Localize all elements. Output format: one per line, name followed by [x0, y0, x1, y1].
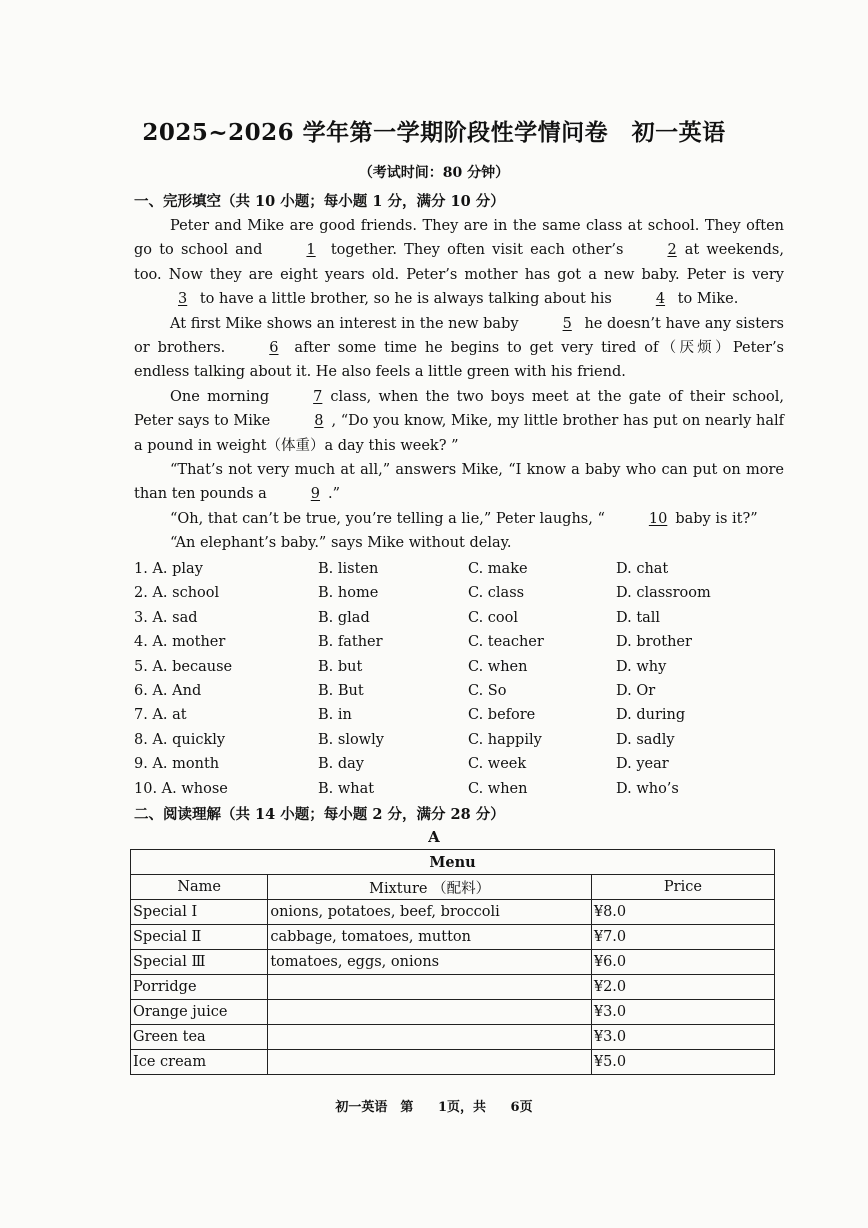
table-row	[131, 1050, 775, 1075]
menu-price-cell: ¥2.0	[591, 975, 774, 1000]
cloze-passage	[134, 214, 784, 556]
menu-mixture-cell: onions, potatoes, beef, broccoli	[268, 900, 592, 925]
passage-text: to have a little brother, so he is always talking about his	[195, 291, 612, 308]
option-2-A: 2. A. school	[134, 585, 220, 602]
blank-8: 8	[314, 413, 324, 430]
menu-price-cell: ¥7.0	[591, 925, 774, 950]
menu-price-cell: ¥3.0	[591, 1025, 774, 1050]
menu-name-cell: Special Ⅰ	[131, 900, 268, 925]
option-1-D: D. chat	[616, 561, 669, 577]
option-row	[134, 679, 784, 703]
passage-paragraph	[134, 507, 784, 531]
exam-time: （考试时间：80 分钟）	[358, 165, 510, 181]
passage-text: he doesn’t have any sisters or brothers.	[134, 315, 784, 357]
menu-header-price: Price	[591, 875, 774, 900]
option-8-A: 8. A. quickly	[134, 731, 226, 748]
menu-mixture-cell	[268, 1050, 592, 1075]
blank-9: 9	[310, 486, 321, 503]
passage-text: baby is it?”	[675, 510, 758, 527]
option-4-D: D. brother	[616, 634, 692, 651]
blank-10: 10	[648, 510, 668, 527]
option-row	[134, 728, 784, 752]
menu-price-cell: ¥8.0	[591, 900, 774, 925]
menu-header-mixture: Mixture （配料）	[268, 875, 592, 900]
passage-text: together. They often visit each other’s	[323, 242, 624, 259]
passage-text: At first Mike shows an interest in the new baby	[170, 315, 519, 332]
blank-4: 4	[655, 291, 666, 308]
table-row	[131, 1025, 775, 1050]
option-8-B: B. slowly	[318, 731, 384, 748]
passage-text: to Mike.	[673, 291, 739, 308]
table-row	[131, 900, 775, 925]
exam-title: 2025~2026 学年第一学期阶段性学情问卷 初一英语	[142, 119, 726, 146]
menu-mixture-cell: tomatoes, eggs, onions	[268, 950, 592, 975]
menu-name-cell: Special Ⅲ	[131, 950, 268, 975]
menu-caption: Menu	[131, 850, 775, 875]
option-row	[134, 655, 784, 679]
passage-text: at weekends, too. Now they are eight years old. Peter’s mother has got a new baby. Peter is very	[134, 242, 784, 283]
table-row	[131, 925, 775, 950]
passage-text: .”	[328, 486, 341, 503]
option-6-A: 6. A. And	[134, 682, 202, 699]
menu-name-cell: Green tea	[131, 1025, 268, 1050]
menu-mixture-cell	[268, 1025, 592, 1050]
page-footer: 初一英语 第 1页，共 6页	[335, 1100, 533, 1115]
menu-name-cell: Special Ⅱ	[131, 925, 268, 950]
blank-6: 6	[269, 340, 279, 357]
option-7-B: B. in	[318, 707, 352, 724]
blank-2: 2	[667, 242, 677, 259]
option-7-C: C. before	[468, 707, 536, 724]
option-5-A: 5. A. because	[134, 658, 233, 675]
passage-text: “An elephant’s baby.” says Mike without delay.	[170, 535, 512, 552]
passage-paragraph	[134, 531, 784, 555]
passage-text: “Oh, that can’t be true, you’re telling a lie,” Peter laughs, “	[170, 510, 605, 527]
passage-text: “That’s not very much at all,” answers Mike, “I know a baby who can put on more than ten pounds a	[134, 462, 784, 503]
option-8-D: D. sadly	[616, 731, 675, 748]
option-5-B: B. but	[318, 658, 363, 675]
option-1-A: 1. A. play	[134, 561, 203, 577]
option-4-A: 4. A. mother	[134, 634, 226, 651]
table-row	[131, 1000, 775, 1025]
menu-price-cell: ¥5.0	[591, 1050, 774, 1075]
option-8-C: C. happily	[468, 731, 542, 748]
menu-name-cell: Ice cream	[131, 1050, 268, 1075]
menu-table	[130, 849, 775, 1075]
option-3-A: 3. A. sad	[134, 609, 198, 626]
passage-letter: A	[428, 828, 440, 846]
option-9-C: C. week	[468, 756, 527, 773]
cloze-options	[134, 557, 784, 801]
option-6-C: C. So	[468, 682, 507, 699]
menu-price-cell: ¥3.0	[591, 1000, 774, 1025]
option-6-B: B. But	[318, 682, 364, 699]
option-7-D: D. during	[616, 707, 686, 724]
menu-mixture-cell	[268, 975, 592, 1000]
menu-price-cell: ¥6.0	[591, 950, 774, 975]
passage-paragraph	[134, 458, 784, 507]
option-row	[134, 606, 784, 630]
passage-text: One morning	[170, 388, 270, 405]
option-row	[134, 581, 784, 605]
option-row	[134, 630, 784, 654]
option-5-D: D. why	[616, 658, 667, 675]
option-2-C: C. class	[468, 585, 525, 602]
option-row	[134, 557, 784, 581]
passage-text: Peter and Mike are good friends. They are in the same class at school. They often go to school and	[134, 218, 784, 259]
option-4-C: C. teacher	[468, 634, 544, 651]
option-3-B: B. glad	[318, 609, 370, 626]
option-2-D: D. classroom	[616, 585, 711, 602]
passage-paragraph	[134, 312, 784, 385]
option-1-C: C. make	[468, 561, 528, 577]
option-4-B: B. father	[318, 634, 383, 651]
table-row	[131, 975, 775, 1000]
option-row	[134, 752, 784, 776]
option-10-B: B. what	[318, 780, 375, 797]
passage-paragraph	[134, 214, 784, 312]
option-2-B: B. home	[318, 585, 379, 602]
option-3-C: C. cool	[468, 609, 519, 626]
menu-header-name: Name	[131, 875, 268, 900]
option-row	[134, 777, 784, 801]
option-1-B: B. listen	[318, 561, 379, 577]
option-3-D: D. tall	[616, 609, 661, 626]
blank-3: 3	[178, 291, 188, 308]
passage-text: , “Do you know, Mike, my little brother has put on nearly half a pound in weight（体重）a day this week? ”	[134, 413, 784, 454]
menu-mixture-cell	[268, 1000, 592, 1025]
option-row	[134, 703, 784, 727]
option-6-D: D. Or	[616, 682, 656, 699]
table-row	[131, 950, 775, 975]
option-9-D: D. year	[616, 756, 669, 773]
option-10-A: 10. A. whose	[134, 780, 228, 797]
section1-heading: 一、完形填空（共 10 小题；每小题 1 分，满分 10 分）	[134, 193, 505, 210]
menu-name-cell: Orange juice	[131, 1000, 268, 1025]
option-10-C: C. when	[468, 780, 528, 797]
passage-text: after some time he begins to get very tired of（厌烦）Peter’s endless talking about it. He also feels a little green with his friend.	[134, 340, 784, 381]
option-7-A: 7. A. at	[134, 707, 187, 724]
option-9-B: B. day	[318, 756, 364, 773]
option-10-D: D. who’s	[616, 780, 679, 797]
option-5-C: C. when	[468, 658, 528, 675]
menu-mixture-cell: cabbage, tomatoes, mutton	[268, 925, 592, 950]
passage-paragraph	[134, 385, 784, 458]
passage-text: class, when the two boys meet at the gate of their school, Peter says to Mike	[134, 388, 784, 430]
menu-name-cell: Porridge	[131, 975, 268, 1000]
blank-5: 5	[562, 315, 572, 332]
section2-heading: 二、阅读理解（共 14 小题；每小题 2 分，满分 28 分）	[134, 806, 505, 823]
option-9-A: 9. A. month	[134, 756, 220, 773]
blank-1: 1	[306, 242, 316, 259]
blank-7: 7	[313, 388, 323, 405]
